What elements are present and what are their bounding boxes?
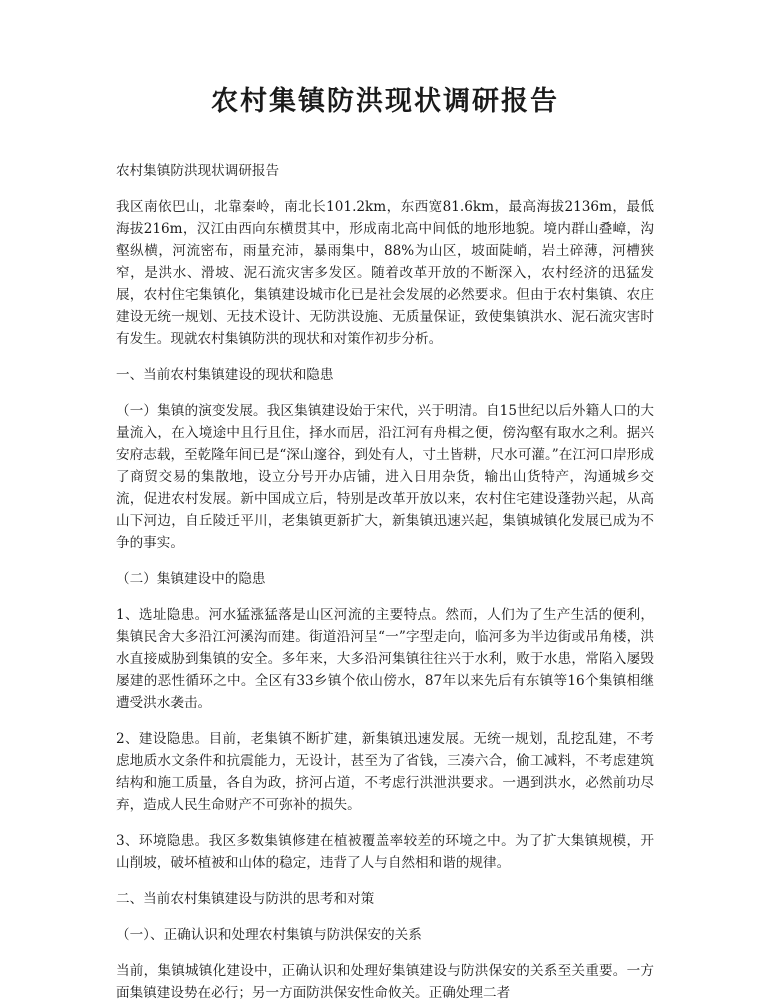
document-title: 农村集镇防洪现状调研报告 bbox=[211, 86, 559, 117]
history-paragraph: （一）集镇的演变发展。我区集镇建设始于宋代，兴于明清。自15世纪以后外籍人口的大量流入，在入境途中且行且住，择水而居，沿江河有舟楫之便，傍沟壑有取水之利。据兴安府志载，至乾隆年间已是“深山邃谷，到处有人，寸土皆耕，尺水可灌。”在江河口岸形成了商贸交易的集散地，设立分号开办店铺，进入日用杂货，输出山货特产，沟通城乡交流，促进农村发展。新中国成立后，特别是改革开放以来，农村住宅建设蓬勃兴起，从高山下河边，自丘陵迁平川，老集镇更新扩大，新集镇迅速兴起，集镇城镇化发展已成为不争的事实。 bbox=[116, 403, 654, 551]
subsection-heading-relation: （一）、正确认识和处理农村集镇与防洪保安的关系 bbox=[116, 927, 422, 943]
subtitle-paragraph: 农村集镇防洪现状调研报告 bbox=[116, 163, 280, 179]
section-heading-1: 一、当前农村集镇建设的现状和隐患 bbox=[116, 367, 334, 383]
site-hazard-paragraph: 1、选址隐患。河水猛涨猛落是山区河流的主要特点。然而，人们为了生产生活的便利，集镇民舍大多沿江河溪沟而建。街道沿河呈“一”字型走向，临河多为半边街或吊角楼，洪水直接威胁到集镇的安全。多年来，大多沿河集镇往往兴于水利，败于水患，常陷入屡毁屡建的恶性循环之中。全区有33乡镇个依山傍水，87年以来先后有东镇等16个集镇相继遭受洪水袭击。 bbox=[116, 607, 654, 711]
section-heading-2: 二、当前农村集镇建设与防洪的思考和对策 bbox=[116, 891, 375, 907]
construction-hazard-paragraph: 2、建设隐患。目前，老集镇不断扩建，新集镇迅速发展。无统一规划，乱挖乱建，不考虑地质水文条件和抗震能力，无设计，甚至为了省钱，三凑六合，偷工减料，不考虑建筑结构和施工质量，各自为政，挤河占道，不考虑行洪泄洪要求。一遇到洪水，必然前功尽弃，造成人民生命财产不可弥补的损失。 bbox=[116, 731, 654, 813]
intro-paragraph: 我区南依巴山，北靠秦岭，南北长101.2km，东西宽81.6km，最高海拔2136m，最低海拔216m，汉江由西向东横贯其中，形成南北高中间低的地形地貌。境内群山叠嶂，沟壑纵横，河流密布，雨量充沛，暴雨集中，88%为山区，坡面陡峭，岩土碎薄，河槽狭窄，是洪水、滑坡、泥石流灾害多发区。随着改革开放的不断深入，农村经济的迅猛发展，农村住宅集镇化，集镇建设城市化已是社会发展的必然要求。但由于农村集镇、农庄建设无统一规划、无技术设计、无防洪设施、无质量保证，致使集镇洪水、泥石流灾害时有发生。现就农村集镇防洪的现状和对策作初步分析。 bbox=[116, 199, 654, 347]
relation-paragraph: 当前，集镇城镇化建设中，正确认识和处理好集镇建设与防洪保安的关系至关重要。一方面集镇建设势在必行；另一方面防洪保安性命攸关。正确处理二者 bbox=[116, 963, 654, 1001]
subsection-heading-hazards: （二）集镇建设中的隐患 bbox=[116, 571, 266, 587]
environment-hazard-paragraph: 3、环境隐患。我区多数集镇修建在植被覆盖率较差的环境之中。为了扩大集镇规模，开山削坡，破坏植被和山体的稳定，违背了人与自然相和谐的规律。 bbox=[116, 833, 654, 871]
